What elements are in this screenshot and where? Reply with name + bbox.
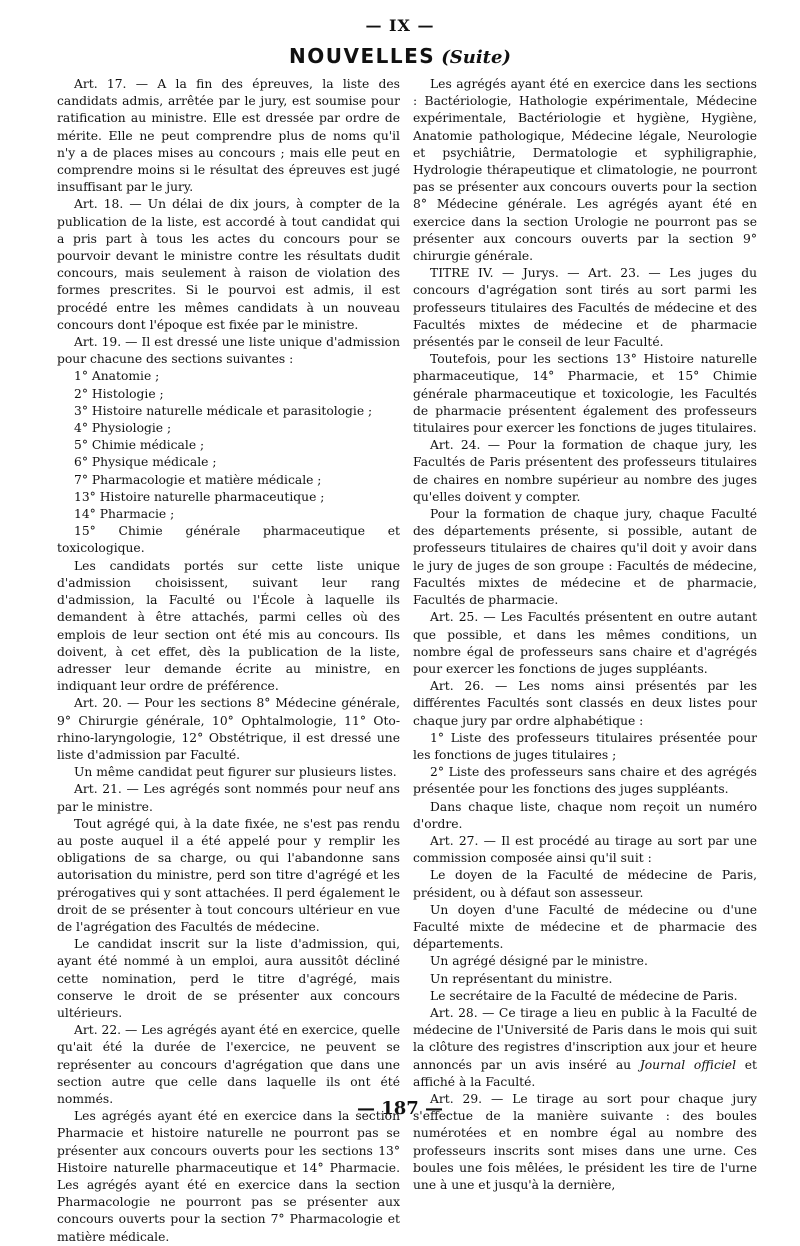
section-list-item: 1° Anatomie ;: [74, 369, 160, 384]
left-column: [57, 76, 400, 1246]
paragraph: Les candidats portés sur cette liste unique d'admission choisissent, suivant leur rang d'admission, la Faculté ou l'École à laquelle ils demandent à être attachés, parmi celles où des emplois de leur section ont été mis au concours. Ils doivent, à cet effet, dès la publication de la liste, adresser leur demande écrite au ministre, en indiquant leur ordre de préférence.: [57, 558, 400, 694]
section-list-item: 13° Histoire naturelle pharmaceutique ;: [74, 489, 325, 504]
paragraph: Un représentant du ministre.: [430, 971, 613, 986]
paragraph: Le candidat inscrit sur la liste d'admission, qui, ayant été nommé à un emploi, aura aussitôt décliné cette nomination, perd le titre d'agrégé, mais conserve le droit de se présenter aux concours ultérieurs.: [57, 937, 400, 1020]
paragraph: Le doyen de la Faculté de médecine de Paris, président, ou à défaut son assesseur.: [413, 868, 757, 900]
text-run: et affiché à la Faculté.: [413, 1057, 757, 1089]
article-25: Art. 25. — Les Facultés présentent en outre autant que possible, et dans les mêmes conditions, un nombre égal de professeurs sans chaire et d'agrégés pour exercer les fonctions de juges suppléants.: [413, 610, 757, 676]
section-list-item: 7° Pharmacologie et matière médicale ;: [74, 472, 322, 487]
paragraph: 1° Liste des professeurs titulaires présentée pour les fonctions de juges titulaires ;: [413, 730, 757, 762]
journal-officiel-italic: Journal officiel: [639, 1057, 736, 1072]
section-list-item: 2° Histologie ;: [74, 386, 164, 401]
article-24: Art. 24. — Pour la formation de chaque jury, les Facultés de Paris présentent des professeurs titulaires de chaires en nombre supérieur au nombre des juges qu'elles doivent y compter.: [413, 438, 757, 504]
article-19: Art. 19. — Il est dressé une liste unique d'admission pour chacune des sections suivantes :: [57, 335, 400, 367]
article-18: Art. 18. — Un délai de dix jours, à compter de la publication de la liste, est accordé à tout candidat qui a pris part à tous les actes du concours pour se pourvoir devant le ministre contre les résultats dudit concours, mais seulement à raison de violation des formes prescrites. Si le pourvoi est admis, il est procédé entre les mêmes candidats à un nouveau concours dont l'époque est fixée par le ministre.: [57, 197, 400, 332]
paragraph: Tout agrégé qui, à la date fixée, ne s'est pas rendu au poste auquel il a été appelé pour y remplir les obligations de sa charge, ou qui l'abandonne sans autorisation du ministre, perd son titre d'agrégé et les prérogatives qui y sont attachées. Il perd également le droit de se présenter à tout concours ultérieur en vue de l'agrégation des Facultés de médecine.: [57, 816, 400, 934]
paragraph: Un doyen d'une Faculté de médecine ou d'une Faculté mixte de médecine et de pharmacie des départements.: [413, 902, 757, 952]
roman-page-number: — IX —: [365, 16, 435, 35]
titre-iv-article-23: TITRE IV. — Jurys. — Art. 23. — Les juges du concours d'agrégation sont tirés au sort parmi les professeurs titulaires des Facultés de médecine et des Facultés mixtes de médecine et de pharmacie présentés par le conseil de leur Faculté.: [413, 266, 757, 350]
section-title-suffix: (Suite): [441, 47, 511, 68]
paragraph: Dans chaque liste, chaque nom reçoit un numéro d'ordre.: [413, 799, 757, 831]
section-list-item: 4° Physiologie ;: [74, 421, 172, 436]
paragraph: Toutefois, pour les sections 13° Histoire naturelle pharmaceutique, 14° Pharmacie, et 15° Chimie générale pharmaceutique et toxicologie, les Facultés de pharmacie présentent également des professeurs titulaires pour exercer les fonctions de juges titulaires.: [413, 352, 757, 436]
paragraph: Les agrégés ayant été en exercice dans les sections : Bactériologie, Hathologie expérimentale, Médecine expérimentale, Bactériologie et hygiène, Hygiène, Anatomie pathologique, Médecine légale, Neurologie et psychiâtrie, Dermatologie et syphiligraphie, Hydrologie thérapeutique et climatologie, ne pourront pas se présenter aux concours ouverts pour la section 8° Médecine générale. Les agrégés ayant été en exercice dans la section Urologie ne pourront pas se présenter aux concours ouverts par la section 9° chirurgie générale.: [413, 77, 757, 264]
paragraph: Le secrétaire de la Faculté de médecine de Paris.: [430, 988, 738, 1003]
section-list-item: 3° Histoire naturelle médicale et parasitologie ;: [74, 403, 373, 418]
section-list-item: 5° Chimie médicale ;: [74, 438, 205, 453]
paragraph: Pour la formation de chaque jury, chaque Faculté des départements présente, si possible, autant de professeurs titulaires de chaires qu'il doit y avoir dans le jury de juges de son groupe : Facultés de médecine, Facultés mixtes de médecine et de pharmacie, Facultés de pharmacie.: [413, 507, 757, 608]
text-run: Art. 28. — Ce tirage a lieu en public à la Faculté de médecine de l'Université de Paris dans le mois qui suit la clôture des registres d'inscription aux jour et heure annoncés par un avis inséré au: [413, 1005, 757, 1072]
section-list-item: 15° Chimie générale pharmaceutique et toxicologique.: [57, 524, 400, 556]
article-17: Art. 17. — A la fin des épreuves, la liste des candidats admis, arrêtée par le jury, est soumise pour ratification au ministre. Elle est dressée par ordre de mérite. Elle ne peut comprendre plus de noms qu'il n'y a de places mises au concours ; mais elle peut en comprendre moins si le résultat des épreuves est jugé insuffisant par le jury.: [57, 77, 400, 195]
page-title: [0, 44, 800, 68]
section-title: NOUVELLES: [289, 44, 436, 68]
section-list-item: 6° Physique médicale ;: [74, 455, 217, 470]
article-22: Art. 22. — Les agrégés ayant été en exercice, quelle qu'ait été la durée de l'exercice, ne peuvent se représenter au concours d'agrégation que dans une section autre que celle dans laquelle ils ont été nommés.: [57, 1023, 400, 1106]
right-column: [413, 76, 757, 1194]
section-list-item: 14° Pharmacie ;: [74, 507, 175, 522]
article-26: Art. 26. — Les noms ainsi présentés par les différentes Facultés sont classés en deux listes pour chaque jury par ordre alphabétique :: [413, 679, 757, 728]
article-28: [413, 1005, 757, 1091]
paragraph: Les agrégés ayant été en exercice dans la section Pharmacie et histoire naturelle ne pourront pas se présenter aux concours ouverts pour les sections 13° Histoire naturelle pharmaceutique et 14° Pharmacie. Les agrégés ayant été en exercice dans la section Pharmacologie ne pourront pas se présenter aux concours ouverts pour la section 7° Pharmacologie et matière médicale.: [57, 1109, 400, 1244]
article-27: Art. 27. — Il est procédé au tirage au sort par une commission composée ainsi qu'il suit :: [413, 833, 757, 866]
paragraph: Un agrégé désigné par le ministre.: [430, 954, 648, 969]
paragraph: Un même candidat peut figurer sur plusieurs listes.: [74, 765, 397, 780]
page-number: — 187 —: [356, 1098, 444, 1119]
article-20: Art. 20. — Pour les sections 8° Médecine générale, 9° Chirurgie générale, 10° Ophtalmologie, 11° Oto-rhino-laryngologie, 12° Obstétrique, il est dressé une liste d'admission par Faculté.: [57, 696, 400, 762]
article-21: Art. 21. — Les agrégés sont nommés pour neuf ans par le ministre.: [57, 782, 400, 814]
article-29: Art. 29. — Le tirage au sort pour chaque jury s'effectue de la manière suivante : des boules numérotées et en nombre égal au nombre des professeurs inscrits sont mises dans une urne. Ces boules une fois mêlées, le président les tire de l'urne une à une et jusqu'à la dernière,: [413, 1091, 757, 1192]
paragraph: 2° Liste des professeurs sans chaire et des agrégés présentée pour les fonctions des juges suppléants.: [413, 765, 757, 797]
